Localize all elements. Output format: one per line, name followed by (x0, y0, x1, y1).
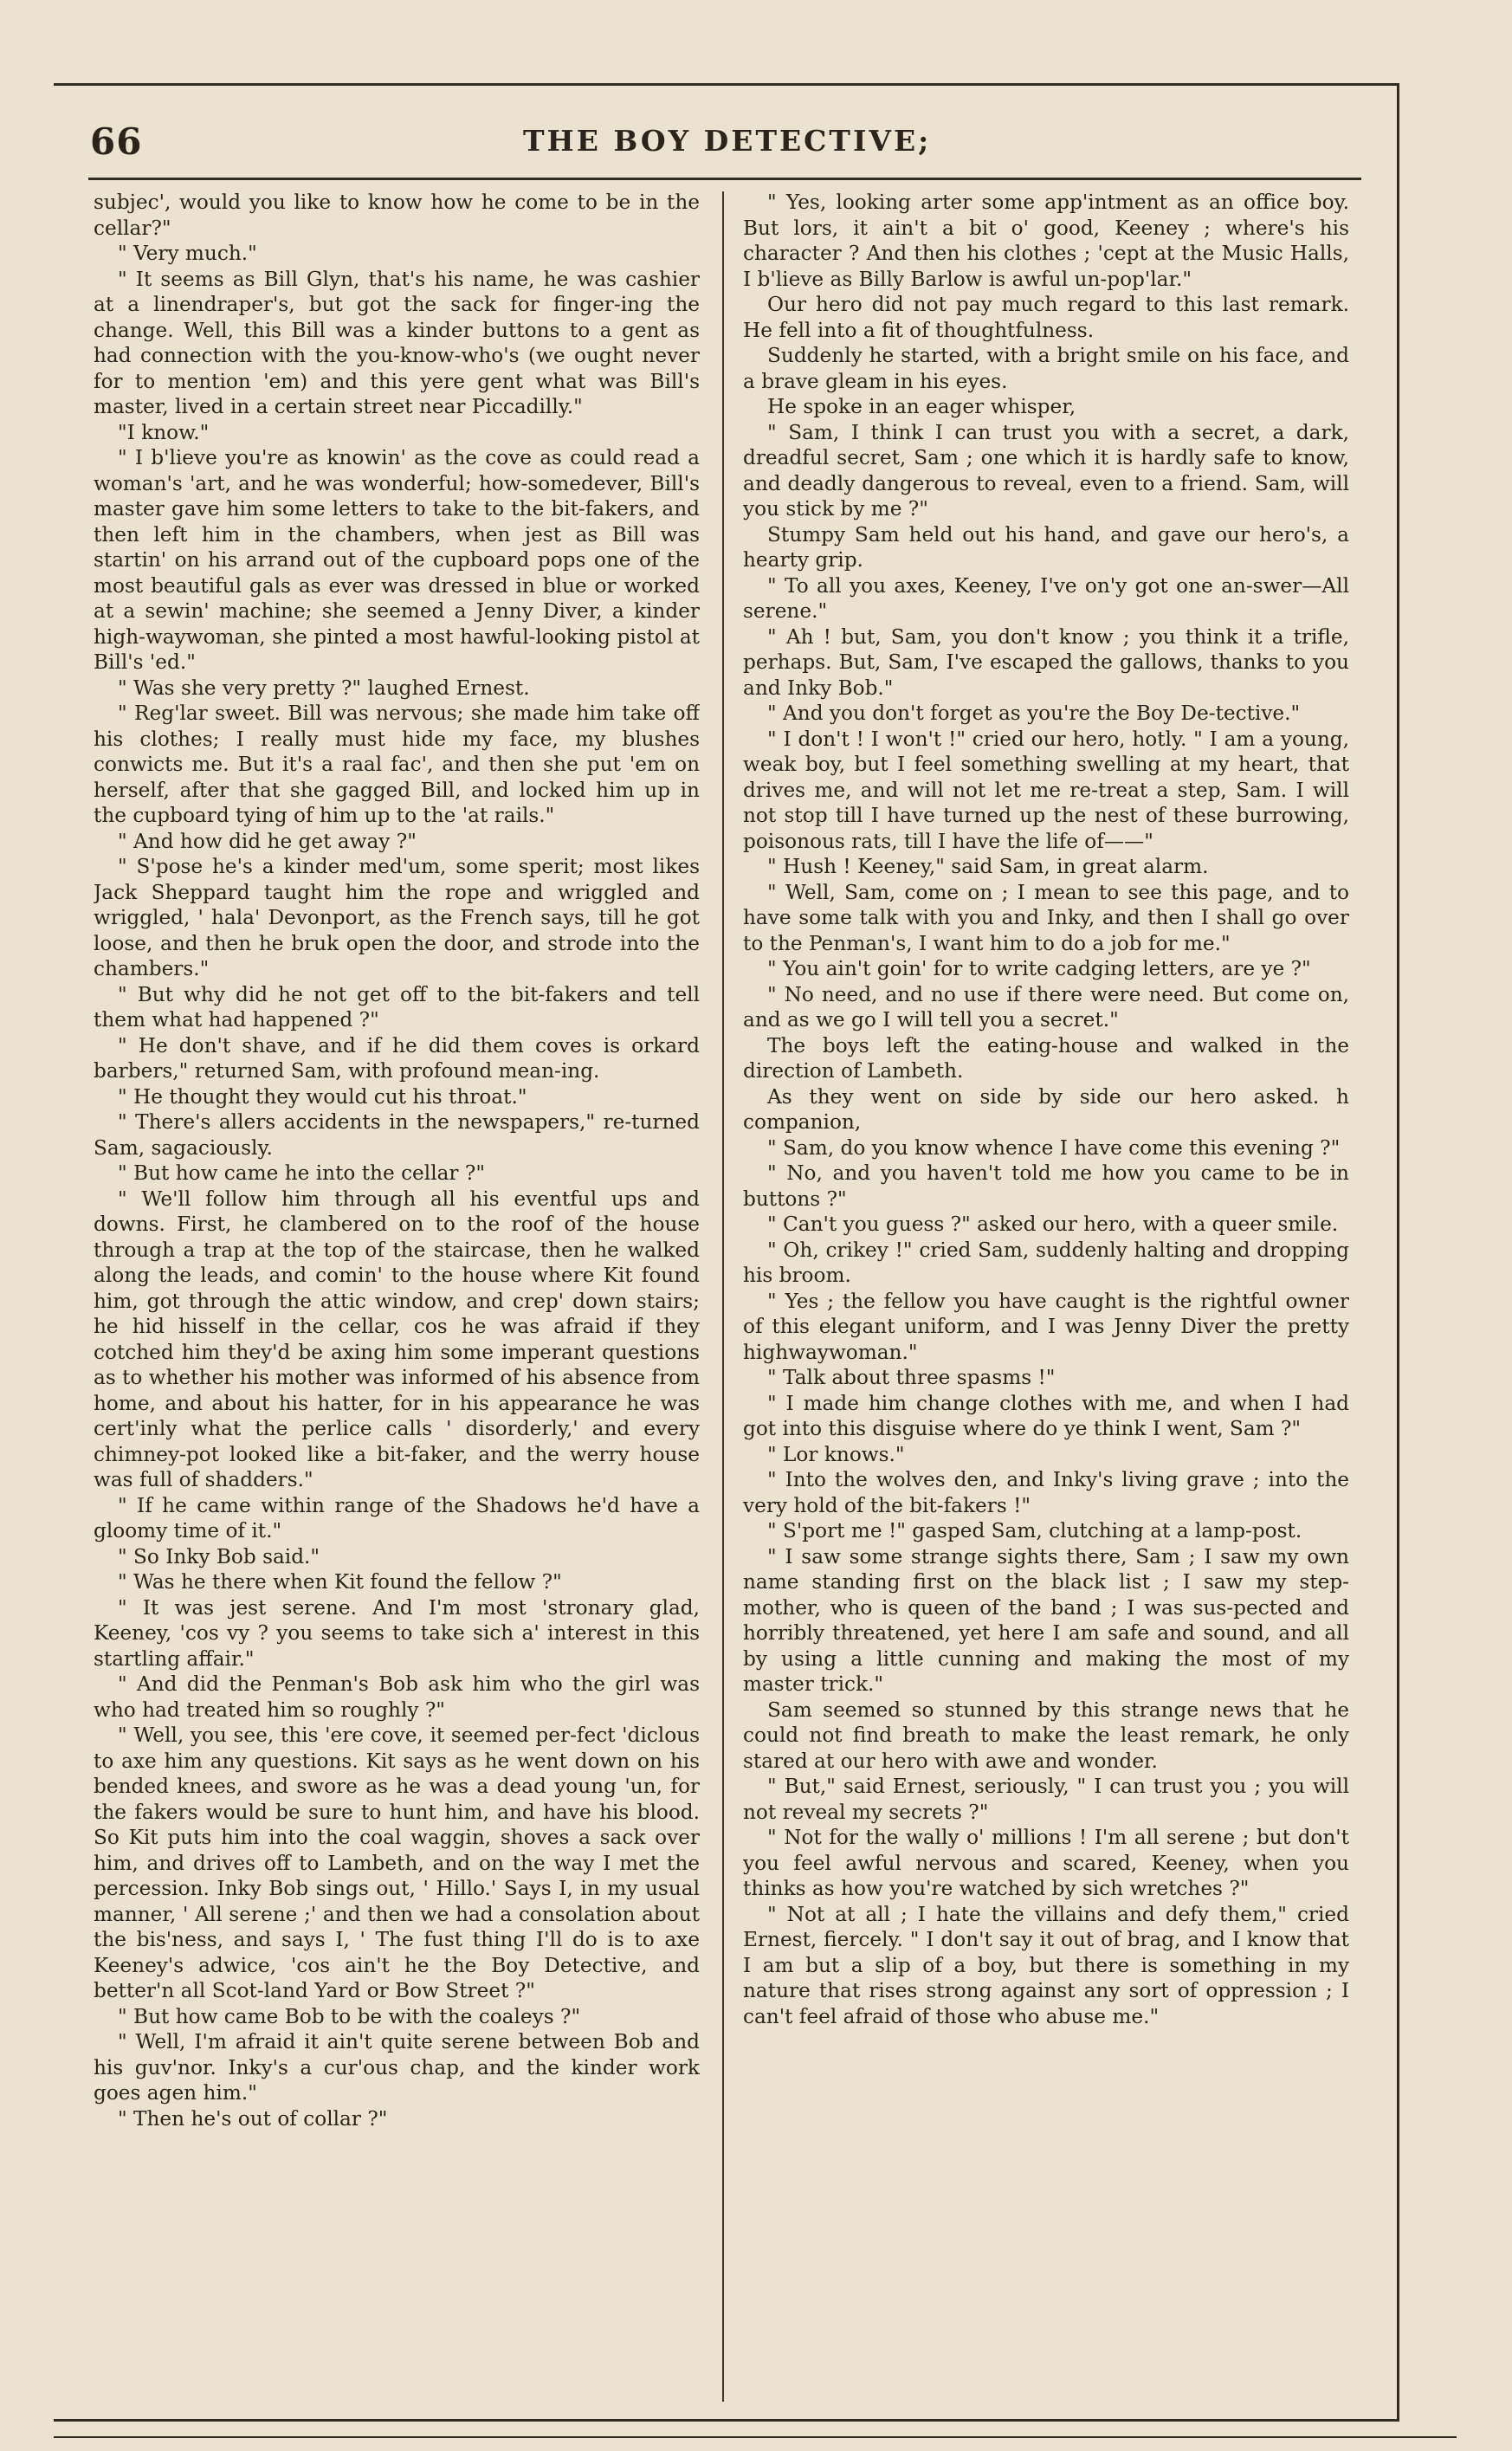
paragraph: " Well, Sam, come on ; I mean to see this page, and to have some talk with you and Inky, and then I shall go over to the Penman's, I want him to do a job for me." (743, 880, 1349, 955)
paragraph: " Talk about three spasms !" (767, 1366, 1056, 1389)
header-rule (88, 178, 1361, 180)
paragraph: " We'll follow him through all his eventful ups and downs. First, he clambered on to the roof of the house through a trap at the top of the staircase, then he walked along the leads, and comin' to the house where Kit found him, got through the attic window, and crep' down stairs; he hid hisself in the cellar, cos he was afraid if they cotched him they'd be axing him some imperant questions as to whether his mother was informed of his absence from home, and about his hatter, for in his appearance he was cert'inly what the perlice calls ' disorderly,' and every chimney-pot looked like a bit-faker, and the werry house was full of shadders." (94, 1187, 700, 1491)
paragraph: " Reg'lar sweet. Bill was nervous; she made him take off his clothes; I really must hide my face, my blushes conwicts me. But it's a raal fac', and then she put 'em on herself, after that she gagged Bill, and locked him up in the cupboard tying of him up to the 'at rails." (94, 702, 700, 827)
paragraph: "I know." (118, 420, 210, 444)
paragraph: " Into the wolves den, and Inky's living grave ; into the very hold of the bit-fakers !" (743, 1468, 1349, 1517)
paragraph: " Can't you guess ?" asked our hero, with a queer smile. (767, 1213, 1339, 1236)
paragraph: " Hush ! Keeney," said Sam, in great alarm. (767, 855, 1209, 878)
paragraph: Stumpy Sam held out his hand, and gave our hero's, a hearty grip. (743, 522, 1349, 572)
paragraph: Our hero did not pay much regard to this last remark. He fell into a fit of thoughtfulness. (743, 293, 1349, 342)
page-number: 66 (90, 120, 143, 163)
paragraph: subjec', would you like to know how he come to be in the cellar?" (94, 191, 700, 240)
paragraph: " Yes, looking arter some app'intment as an office boy. But lors, it ain't a bit o' good, Keeney ; where's his character ? And then his clothes ; 'cept at the Music Halls, I b'lieve as Billy Barlow is awful un-pop'lar." (743, 191, 1349, 291)
paragraph: " But how came he into the cellar ?" (118, 1161, 485, 1185)
paragraph: He spoke in an eager whisper, (767, 395, 1076, 418)
paragraph: " S'port me !" gasped Sam, clutching at a lamp-post. (767, 1519, 1302, 1542)
paragraph: " And did the Penman's Bob ask him who the girl was who had treated him so roughly ?" (94, 1672, 700, 1722)
paragraph: " No, and you haven't told me how you came to be in buttons ?" (743, 1161, 1349, 1211)
paragraph: " I b'lieve you're as knowin' as the cove as could read a woman's 'art, and he was wonderful; how-somedever, Bill's master gave him some letters to take to the bit-fakers, and then left him in the chambers, when jest as Bill was startin' on his arrand out of the cupboard pops one of the most beautiful gals as ever was dressed in blue or worked at a sewin' machine; she seemed a Jenny Diver, a kinder high-waywoman, she pinted a most hawful-looking pistol at Bill's 'ed." (94, 446, 700, 674)
paragraph: " I made him change clothes with me, and when I had got into this disguise where do ye think I went, Sam ?" (743, 1391, 1349, 1440)
paragraph: " If he came within range of the Shadows he'd have a gloomy time of it." (94, 1493, 700, 1542)
paragraph: " You ain't goin' for to write cadging letters, are ye ?" (767, 957, 1311, 980)
paragraph: Sam seemed so stunned by this strange news that he could not find breath to make the least remark, he only stared at our hero with awe and wonder. (743, 1698, 1349, 1773)
paragraph: " But," said Ernest, seriously, " I can trust you ; you will not reveal my secrets ?" (743, 1775, 1349, 1824)
paragraph: " It seems as Bill Glyn, that's his name, he was cashier at a linendraper's, but got the sack for finger-ing the change. Well, this Bill was a kinder buttons to a gent as had connection with the you-know-who's (we ought never for to mention 'em) and this yere gent what was Bill's master, lived in a certain street near Piccadilly." (94, 267, 700, 418)
paragraph: " To all you axes, Keeney, I've on'y got one an-swer—All serene." (743, 573, 1349, 623)
paragraph: " Then he's out of collar ?" (118, 2106, 388, 2131)
paragraph: " Not at all ; I hate the villains and defy them," cried Ernest, fiercely. " I don't say it out of brag, and I know that I am but a slip of a boy, but there is something in my nature that rises strong against any sort of oppression ; I can't feel afraid of those who abuse me." (743, 1902, 1349, 2028)
paragraph: " It was jest serene. And I'm most 'stronary glad, Keeney, 'cos vy ? you seems to take sich a' interest in this startling affair." (94, 1595, 700, 1671)
paragraph: " S'pose he's a kinder med'um, some sperit; most likes Jack Sheppard taught him the rope and wriggled and wriggled, ' hala' Devonport, as the French says, till he got loose, and then he bruk open the door, and strode into the chambers." (94, 855, 700, 980)
paragraph: " Sam, do you know whence I have come this evening ?" (767, 1135, 1341, 1160)
paragraph: " He thought they would cut his throat." (118, 1084, 527, 1109)
book-page (54, 83, 1399, 2422)
paragraph: " Not for the wally o' millions ! I'm all serene ; but don't you feel awful nervous and scared, Keeney, when you thinks as how you're watched by sich wretches ?" (743, 1826, 1349, 1900)
paragraph: " Yes ; the fellow you have caught is the rightful owner of this elegant uniform, and I was Jenny Diver the pretty highwaywoman." (743, 1289, 1349, 1364)
paragraph: " Was she very pretty ?" laughed Ernest. (118, 676, 530, 700)
page-header (90, 120, 1363, 181)
left-column (94, 190, 700, 2398)
paragraph: " Sam, I think I can trust you with a secret, a dark, dreadful secret, Sam ; one which it is hardly safe to know, and deadly dangerous to reveal, even to a friend. Sam, will you stick by me ?" (743, 420, 1349, 521)
running-title: THE BOY DETECTIVE; (523, 124, 932, 158)
right-column (743, 190, 1349, 2398)
paragraph: " Was he there when Kit found the fellow ?" (118, 1570, 562, 1594)
footer-rule (54, 2436, 1457, 2438)
paragraph: " And you don't forget as you're the Boy De-tective." (767, 702, 1301, 725)
paragraph: " There's allers accidents in the newspapers," re-turned Sam, sagaciously. (94, 1110, 700, 1160)
paragraph: As they went on side by side our hero asked. h companion, (743, 1084, 1349, 1134)
paragraph: " Lor knows." (767, 1442, 905, 1466)
paragraph: " But why did he not get off to the bit-fakers and tell them what had happened ?" (94, 982, 700, 1031)
paragraph: " So Inky Bob said." (118, 1544, 320, 1568)
column-divider (722, 191, 724, 2402)
paragraph: " I don't ! I won't !" cried our hero, hotly. " I am a young, weak boy, but I feel something swelling at my heart, that drives me, and will not let me re-treat a step, Sam. I will not stop till I have turned up the nest of these burrowing, poisonous rats, till I have the life of——" (743, 727, 1349, 853)
paragraph: Suddenly he started, with a bright smile on his face, and a brave gleam in his eyes. (743, 344, 1349, 393)
paragraph: " He don't shave, and if he did them coves is orkard barbers," returned Sam, with profound mean-ing. (94, 1033, 700, 1083)
paragraph: " Well, I'm afraid it ain't quite serene between Bob and his guv'nor. Inky's a cur'ous chap, and the kinder work goes agen him." (94, 2030, 700, 2105)
paragraph: " And how did he get away ?" (118, 829, 417, 853)
paragraph: " I saw some strange sights there, Sam ; I saw my own name standing first on the black list ; I saw my step-mother, who is queen of the band ; I was sus-pected and horribly threatened, yet here I am safe and sound, and all by using a little cunning and making the most of my master trick." (743, 1544, 1349, 1696)
paragraph: The boys left the eating-house and walked in the direction of Lambeth. (743, 1033, 1349, 1083)
paragraph: " No need, and no use if there were need. But come on, and as we go I will tell you a secret." (743, 982, 1349, 1031)
paragraph: " Well, you see, this 'ere cove, it seemed per-fect 'diclous to axe him any questions. Kit says as he went down on his bended knees, and swore as he was a dead young 'un, for the fakers would be sure to hunt him, and have his blood. So Kit puts him into the coal waggin, shoves a sack over him, and drives off to Lambeth, and on the way I met the percession. Inky Bob sings out, ' Hillo.' Says I, in my usual manner, ' All serene ;' and then we had a consolation about the bis'ness, and says I, ' The fust thing I'll do is to axe Keeney's adwice, 'cos ain't he the Boy Detective, and better'n all Scot-land Yard or Bow Street ?" (94, 1723, 700, 2002)
paragraph: " Ah ! but, Sam, you don't know ; you think it a trifle, perhaps. But, Sam, I've escaped the gallows, thanks to you and Inky Bob." (743, 624, 1349, 700)
paragraph: " But how came Bob to be with the coaleys ?" (118, 2004, 581, 2028)
paragraph: " Oh, crikey !" cried Sam, suddenly halting and dropping his broom. (743, 1238, 1349, 1287)
paragraph: " Very much." (118, 242, 257, 265)
